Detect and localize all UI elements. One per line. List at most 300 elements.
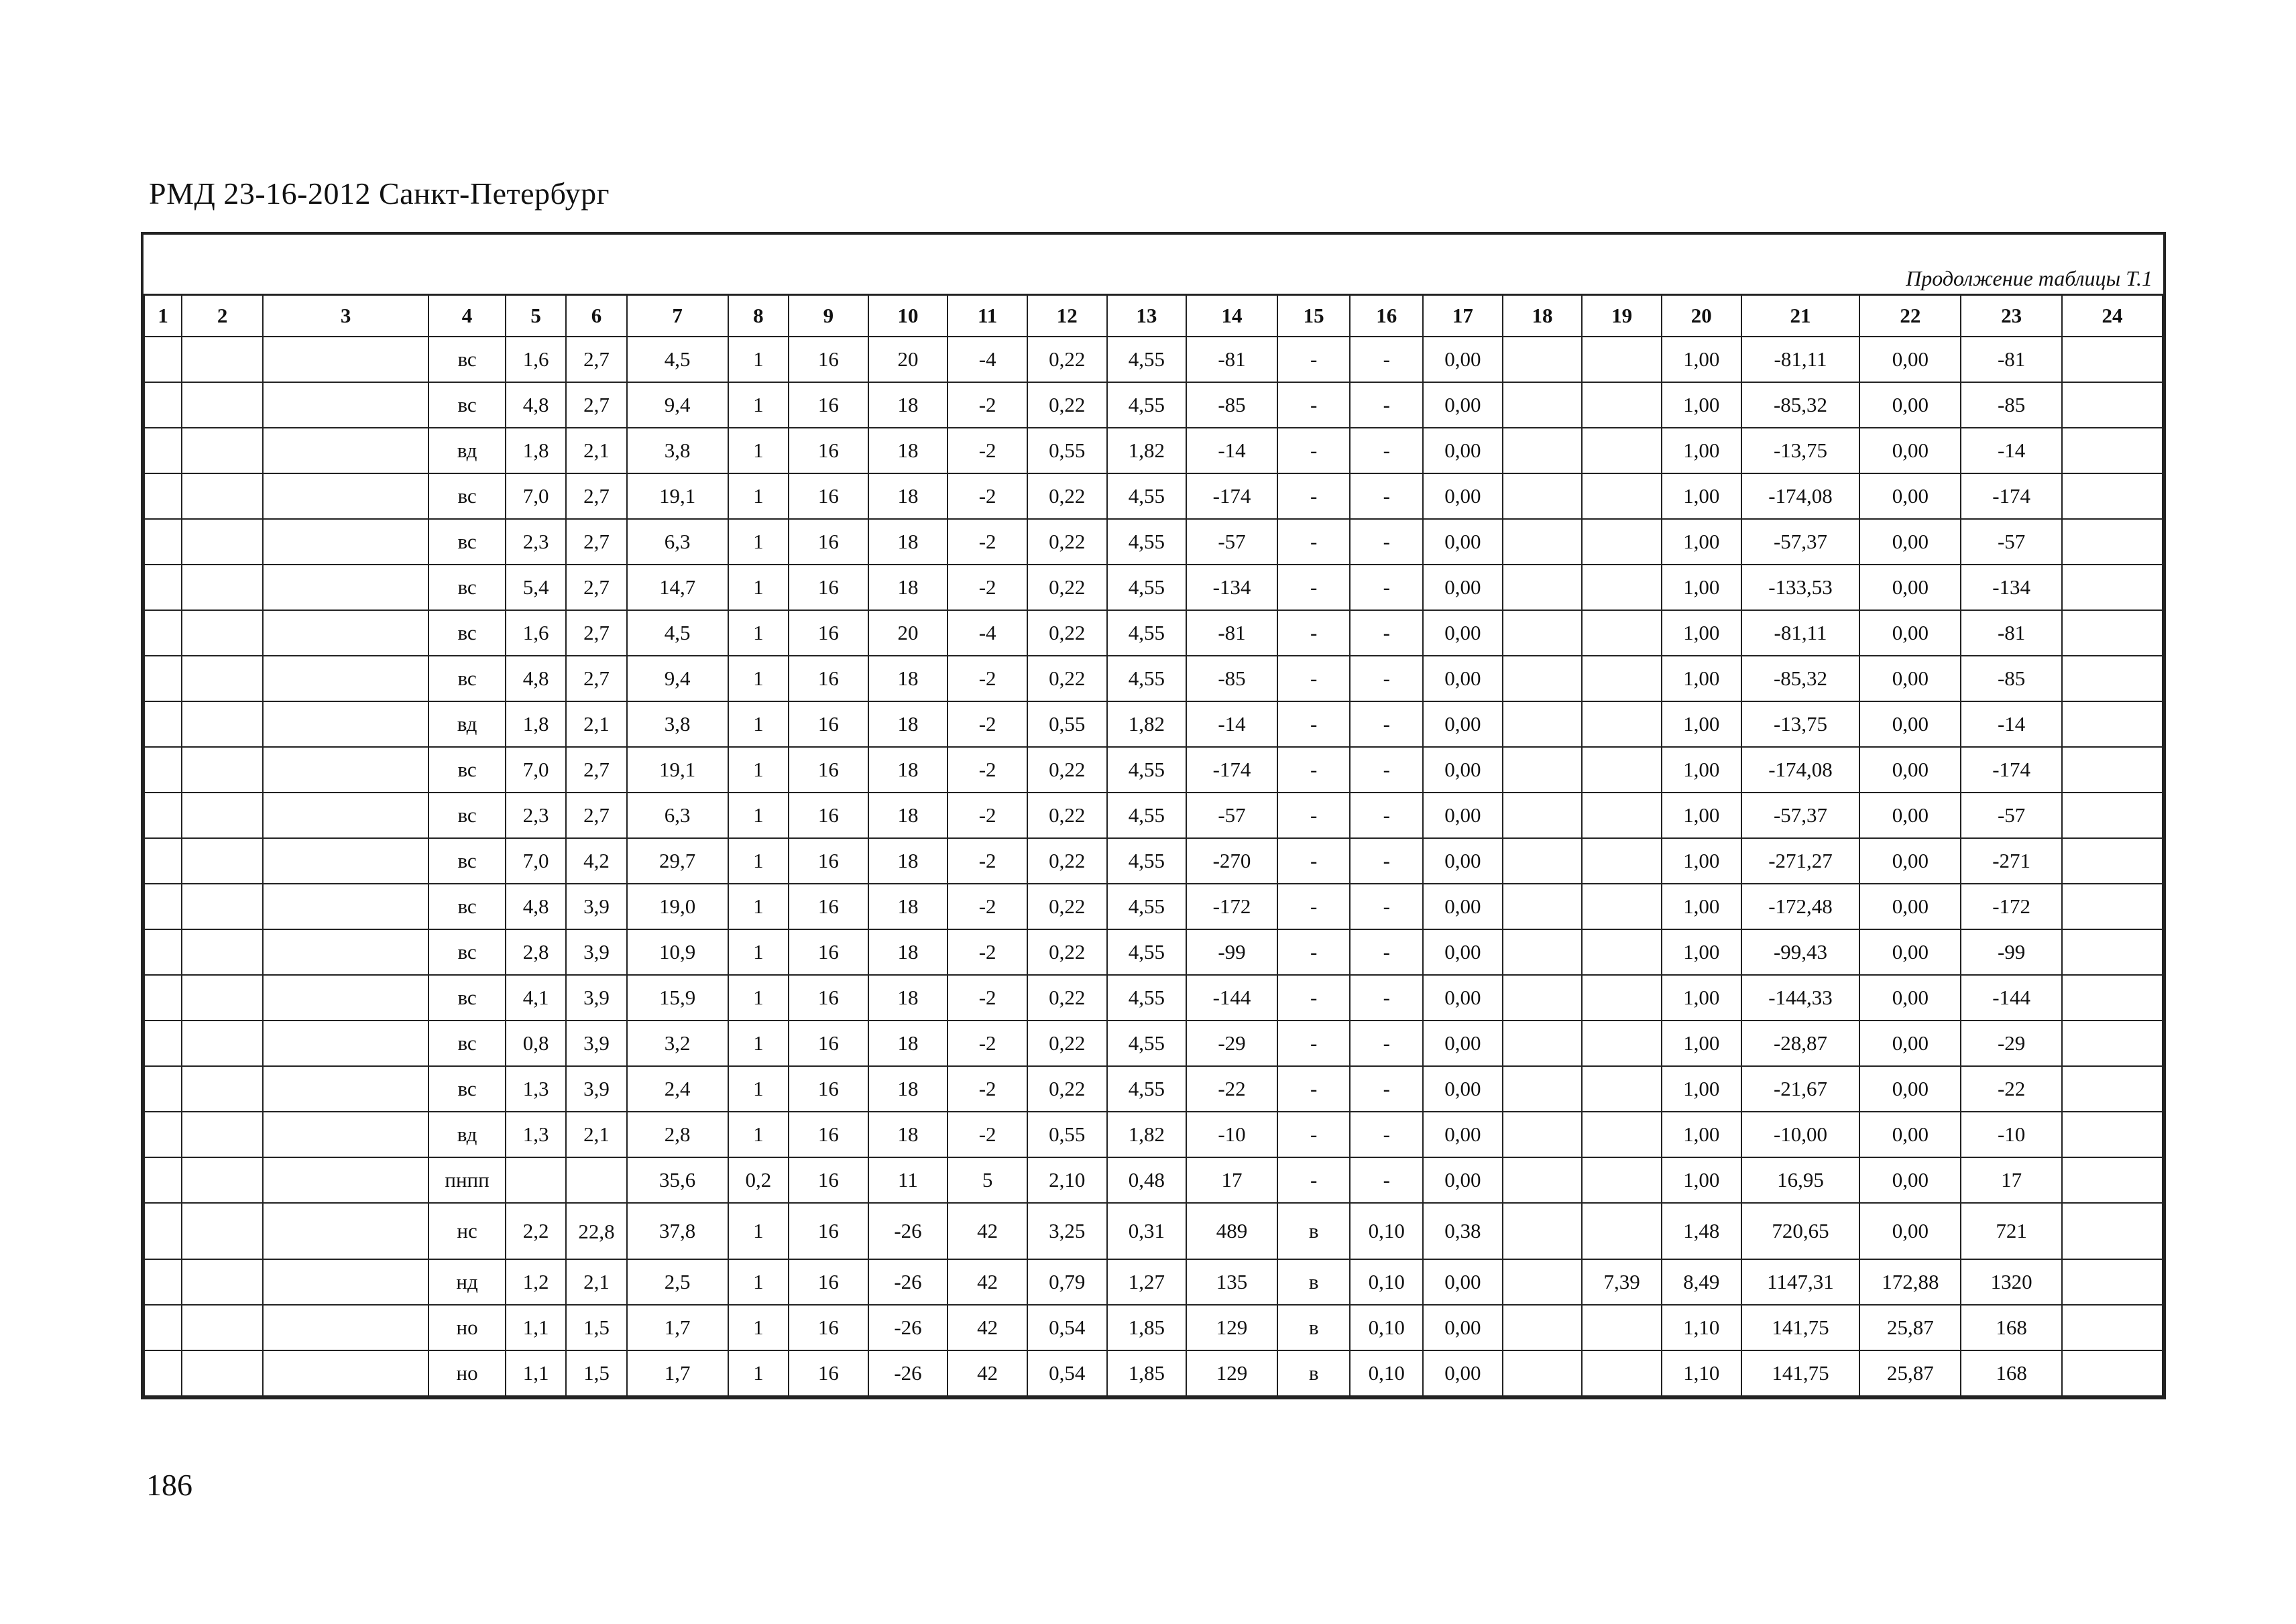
table-cell-col-7: 3,2 — [627, 1021, 728, 1066]
table-cell-col-17: 0,00 — [1423, 975, 1503, 1021]
table-cell-col-16: - — [1350, 747, 1423, 793]
table-cell-col-12: 0,22 — [1027, 929, 1107, 975]
table-cell-col-16: - — [1350, 1066, 1423, 1112]
table-cell-col-5: 5,4 — [506, 565, 566, 610]
table-cell-col-12: 0,22 — [1027, 884, 1107, 929]
table-cell-col-12: 0,22 — [1027, 382, 1107, 428]
table-cell-col-7: 29,7 — [627, 838, 728, 884]
table-cell-col-10: -26 — [868, 1259, 948, 1305]
table-cell-col-10: 18 — [868, 519, 948, 565]
table-cell-col-11: -2 — [948, 747, 1027, 793]
table-cell-col-17: 0,00 — [1423, 884, 1503, 929]
table-cell-col-19 — [1582, 1350, 1662, 1396]
table-cell-col-24 — [2062, 975, 2163, 1021]
table-cell-col-17: 0,00 — [1423, 337, 1503, 382]
table-cell-col-17: 0,00 — [1423, 428, 1503, 473]
table-cell-col-20: 1,00 — [1662, 610, 1741, 656]
table-cell-col-3 — [263, 701, 428, 747]
table-cell-col-2 — [182, 337, 263, 382]
table-cell-col-17: 0,00 — [1423, 701, 1503, 747]
column-header-18: 18 — [1503, 295, 1583, 337]
table-cell-col-8: 1 — [728, 428, 789, 473]
table-cell-col-5: 7,0 — [506, 747, 566, 793]
table-cell-col-12: 0,54 — [1027, 1350, 1107, 1396]
column-header-10: 10 — [868, 295, 948, 337]
table-cell-col-10: 18 — [868, 382, 948, 428]
table-cell-col-11: -2 — [948, 1066, 1027, 1112]
table-cell-col-15: - — [1277, 1112, 1351, 1157]
table-cell-col-11: -2 — [948, 519, 1027, 565]
table-cell-col-3 — [263, 1305, 428, 1350]
table-cell-col-12: 0,22 — [1027, 793, 1107, 838]
table-cell-col-8: 1 — [728, 473, 789, 519]
table-row — [144, 565, 2163, 610]
table-cell-col-12: 2,10 — [1027, 1157, 1107, 1203]
table-cell-col-24 — [2062, 1203, 2163, 1259]
table-cell-col-23: 721 — [1961, 1203, 2062, 1259]
table-cell-col-19 — [1582, 884, 1662, 929]
table-cell-col-20: 1,48 — [1662, 1203, 1741, 1259]
table-row — [144, 884, 2163, 929]
table-cell-col-3 — [263, 838, 428, 884]
table-row — [144, 701, 2163, 747]
table-cell-col-13: 4,55 — [1107, 1021, 1187, 1066]
table-row — [144, 975, 2163, 1021]
table-cell-col-14: 489 — [1186, 1203, 1277, 1259]
table-cell-col-13: 4,55 — [1107, 565, 1187, 610]
table-cell-col-24 — [2062, 1021, 2163, 1066]
column-header-13: 13 — [1107, 295, 1187, 337]
table-cell-col-8: 1 — [728, 656, 789, 701]
table-cell-col-8: 1 — [728, 1066, 789, 1112]
table-cell-col-14: -14 — [1186, 701, 1277, 747]
table-row — [144, 656, 2163, 701]
caption-row — [144, 235, 2163, 294]
table-cell-col-15: - — [1277, 1021, 1351, 1066]
table-cell-col-9: 16 — [789, 473, 868, 519]
table-cell-col-8: 1 — [728, 701, 789, 747]
table-cell-col-18 — [1503, 793, 1583, 838]
table-cell-col-18 — [1503, 519, 1583, 565]
table-cell-col-14: -270 — [1186, 838, 1277, 884]
table-cell-col-10: -26 — [868, 1203, 948, 1259]
table-cell-col-21: -13,75 — [1741, 701, 1860, 747]
table-cell-col-12: 0,22 — [1027, 1066, 1107, 1112]
table-row — [144, 337, 2163, 382]
table-cell-col-4: нс — [428, 1203, 506, 1259]
table-cell-col-9: 16 — [789, 428, 868, 473]
table-cell-col-11: -2 — [948, 1112, 1027, 1157]
table-cell-col-12: 0,22 — [1027, 838, 1107, 884]
table-cell-col-13: 4,55 — [1107, 1066, 1187, 1112]
table-cell-col-10: 18 — [868, 428, 948, 473]
table-cell-col-18 — [1503, 701, 1583, 747]
table-cell-col-23: 1320 — [1961, 1259, 2062, 1305]
table-cell-col-8: 1 — [728, 565, 789, 610]
table-cell-col-13: 4,55 — [1107, 929, 1187, 975]
column-header-19: 19 — [1582, 295, 1662, 337]
table-cell-col-19 — [1582, 1066, 1662, 1112]
table-cell-col-17: 0,00 — [1423, 610, 1503, 656]
table-cell-col-15: в — [1277, 1305, 1351, 1350]
table-cell-col-2 — [182, 1157, 263, 1203]
table-cell-col-9: 16 — [789, 656, 868, 701]
table-cell-col-13: 0,48 — [1107, 1157, 1187, 1203]
table-cell-col-8: 1 — [728, 884, 789, 929]
table-cell-col-18 — [1503, 610, 1583, 656]
table-cell-col-16: - — [1350, 701, 1423, 747]
table-cell-col-16: - — [1350, 565, 1423, 610]
table-cell-col-13: 1,27 — [1107, 1259, 1187, 1305]
table-cell-col-15: - — [1277, 929, 1351, 975]
table-cell-col-16: - — [1350, 793, 1423, 838]
table-cell-col-14: -57 — [1186, 793, 1277, 838]
table-cell-col-18 — [1503, 473, 1583, 519]
table-cell-col-18 — [1503, 1112, 1583, 1157]
table-cell-col-9: 16 — [789, 610, 868, 656]
table-cell-col-18 — [1503, 1021, 1583, 1066]
table-cell-col-12: 0,79 — [1027, 1259, 1107, 1305]
table-cell-col-17: 0,00 — [1423, 929, 1503, 975]
table-cell-col-16: - — [1350, 428, 1423, 473]
table-cell-col-5: 7,0 — [506, 473, 566, 519]
table-cell-col-4: вд — [428, 428, 506, 473]
table-cell-col-18 — [1503, 1203, 1583, 1259]
table-cell-col-19 — [1582, 1021, 1662, 1066]
table-cell-col-17: 0,00 — [1423, 793, 1503, 838]
table-cell-col-19 — [1582, 382, 1662, 428]
table-cell-col-2 — [182, 1066, 263, 1112]
table-cell-col-3 — [263, 793, 428, 838]
table-cell-col-9: 16 — [789, 565, 868, 610]
table-cell-col-18 — [1503, 1157, 1583, 1203]
table-cell-col-2 — [182, 1112, 263, 1157]
table-cell-col-18 — [1503, 656, 1583, 701]
table-cell-col-22: 0,00 — [1859, 884, 1961, 929]
table-cell-col-21: 720,65 — [1741, 1203, 1860, 1259]
table-cell-col-2 — [182, 610, 263, 656]
table-cell-col-5: 1,1 — [506, 1305, 566, 1350]
table-cell-col-8: 1 — [728, 1021, 789, 1066]
table-cell-col-9: 16 — [789, 337, 868, 382]
table-cell-col-23: -271 — [1961, 838, 2062, 884]
table-cell-col-2 — [182, 793, 263, 838]
table-cell-col-15: - — [1277, 1157, 1351, 1203]
table-cell-col-7: 3,8 — [627, 701, 728, 747]
table-cell-col-11: 42 — [948, 1259, 1027, 1305]
table-cell-col-16: 0,10 — [1350, 1259, 1423, 1305]
table-cell-col-20: 1,00 — [1662, 793, 1741, 838]
table-cell-col-1 — [144, 929, 182, 975]
table-caption: Продолжение таблицы Т.1 — [1906, 266, 2152, 290]
table-cell-col-2 — [182, 838, 263, 884]
table-cell-col-21: -271,27 — [1741, 838, 1860, 884]
table-cell-col-23: -174 — [1961, 747, 2062, 793]
table-cell-col-23: -22 — [1961, 1066, 2062, 1112]
table-cell-col-21: -13,75 — [1741, 428, 1860, 473]
table-cell-col-18 — [1503, 428, 1583, 473]
table-cell-col-6 — [566, 1157, 626, 1203]
table-cell-col-4: вс — [428, 656, 506, 701]
table-cell-col-11: -2 — [948, 929, 1027, 975]
table-cell-col-18 — [1503, 1066, 1583, 1112]
table-cell-col-15: - — [1277, 473, 1351, 519]
table-cell-col-16: - — [1350, 975, 1423, 1021]
table-cell-col-21: -133,53 — [1741, 565, 1860, 610]
table-cell-col-9: 16 — [789, 1305, 868, 1350]
table-cell-col-14: -14 — [1186, 428, 1277, 473]
table-cell-col-9: 16 — [789, 1203, 868, 1259]
table-cell-col-8: 1 — [728, 1112, 789, 1157]
table-cell-col-13: 4,55 — [1107, 337, 1187, 382]
table-cell-col-20: 1,00 — [1662, 519, 1741, 565]
table-cell-col-22: 0,00 — [1859, 1021, 1961, 1066]
table-cell-col-20: 1,00 — [1662, 337, 1741, 382]
table-cell-col-5: 2,8 — [506, 929, 566, 975]
table-cell-col-2 — [182, 701, 263, 747]
table-cell-col-6: 2,7 — [566, 519, 626, 565]
table-cell-col-17: 0,00 — [1423, 565, 1503, 610]
table-cell-col-2 — [182, 565, 263, 610]
table-cell-col-13: 1,85 — [1107, 1305, 1187, 1350]
table-cell-col-18 — [1503, 884, 1583, 929]
table-cell-col-19 — [1582, 519, 1662, 565]
table-cell-col-2 — [182, 519, 263, 565]
table-cell-col-19 — [1582, 929, 1662, 975]
column-header-11: 11 — [948, 295, 1027, 337]
table-cell-col-16: 0,10 — [1350, 1350, 1423, 1396]
table-cell-col-21: 141,75 — [1741, 1350, 1860, 1396]
table-cell-col-21: -81,11 — [1741, 610, 1860, 656]
table-cell-col-4: вс — [428, 1066, 506, 1112]
table-cell-col-4: вс — [428, 747, 506, 793]
table-cell-col-21: -28,87 — [1741, 1021, 1860, 1066]
table-cell-col-1 — [144, 428, 182, 473]
table-cell-col-2 — [182, 975, 263, 1021]
table-cell-col-11: -4 — [948, 610, 1027, 656]
table-cell-col-16: - — [1350, 884, 1423, 929]
table-cell-col-1 — [144, 1157, 182, 1203]
table-cell-col-2 — [182, 656, 263, 701]
table-cell-col-14: -144 — [1186, 975, 1277, 1021]
table-cell-col-24 — [2062, 428, 2163, 473]
table-cell-col-18 — [1503, 1259, 1583, 1305]
table-cell-col-17: 0,00 — [1423, 382, 1503, 428]
table-cell-col-15: - — [1277, 565, 1351, 610]
table-cell-col-14: 135 — [1186, 1259, 1277, 1305]
table-cell-col-5: 1,2 — [506, 1259, 566, 1305]
table-cell-col-10: 18 — [868, 1112, 948, 1157]
table-cell-col-20: 1,00 — [1662, 1112, 1741, 1157]
table-cell-col-17: 0,38 — [1423, 1203, 1503, 1259]
table-cell-col-14: -57 — [1186, 519, 1277, 565]
table-cell-col-7: 4,5 — [627, 610, 728, 656]
table-cell-col-12: 0,22 — [1027, 519, 1107, 565]
table-cell-col-1 — [144, 701, 182, 747]
table-cell-col-19 — [1582, 1305, 1662, 1350]
table-cell-col-20: 1,00 — [1662, 565, 1741, 610]
table-cell-col-13: 4,55 — [1107, 382, 1187, 428]
table-cell-col-7: 1,7 — [627, 1350, 728, 1396]
column-header-7: 7 — [627, 295, 728, 337]
table-cell-col-8: 1 — [728, 1305, 789, 1350]
table-cell-col-24 — [2062, 838, 2163, 884]
table-cell-col-1 — [144, 1112, 182, 1157]
table-cell-col-9: 16 — [789, 975, 868, 1021]
column-header-3: 3 — [263, 295, 428, 337]
table-cell-col-10: 18 — [868, 929, 948, 975]
table-row — [144, 1021, 2163, 1066]
table-cell-col-1 — [144, 337, 182, 382]
table-row — [144, 473, 2163, 519]
table-cell-col-3 — [263, 382, 428, 428]
table-cell-col-15: - — [1277, 382, 1351, 428]
table-cell-col-19 — [1582, 747, 1662, 793]
table-cell-col-14: -174 — [1186, 747, 1277, 793]
table-cell-col-24 — [2062, 337, 2163, 382]
table-cell-col-21: -57,37 — [1741, 793, 1860, 838]
table-cell-col-1 — [144, 747, 182, 793]
table-cell-col-21: 141,75 — [1741, 1305, 1860, 1350]
table-frame — [141, 232, 2166, 1399]
table-cell-col-10: 18 — [868, 701, 948, 747]
table-cell-col-21: -85,32 — [1741, 656, 1860, 701]
table-cell-col-1 — [144, 1259, 182, 1305]
table-cell-col-23: -57 — [1961, 519, 2062, 565]
table-cell-col-19 — [1582, 1203, 1662, 1259]
table-cell-col-6: 2,7 — [566, 565, 626, 610]
table-cell-col-6: 2,1 — [566, 1259, 626, 1305]
table-cell-col-6: 3,9 — [566, 1066, 626, 1112]
table-cell-col-3 — [263, 1066, 428, 1112]
column-header-15: 15 — [1277, 295, 1351, 337]
table-cell-col-10: 18 — [868, 1021, 948, 1066]
table-cell-col-16: - — [1350, 929, 1423, 975]
table-cell-col-9: 16 — [789, 701, 868, 747]
table-cell-col-22: 0,00 — [1859, 1203, 1961, 1259]
table-cell-col-5: 2,3 — [506, 793, 566, 838]
table-cell-col-15: в — [1277, 1259, 1351, 1305]
table-cell-col-20: 1,00 — [1662, 701, 1741, 747]
table-row — [144, 747, 2163, 793]
table-cell-col-11: -4 — [948, 337, 1027, 382]
table-cell-col-6: 2,7 — [566, 747, 626, 793]
table-cell-col-6: 2,7 — [566, 382, 626, 428]
table-row — [144, 428, 2163, 473]
table-cell-col-24 — [2062, 656, 2163, 701]
table-cell-col-3 — [263, 565, 428, 610]
table-cell-col-22: 0,00 — [1859, 793, 1961, 838]
table-cell-col-23: -85 — [1961, 656, 2062, 701]
table-cell-col-3 — [263, 884, 428, 929]
table-cell-col-8: 1 — [728, 838, 789, 884]
table-cell-col-4: но — [428, 1305, 506, 1350]
table-cell-col-23: -14 — [1961, 701, 2062, 747]
table-cell-col-11: -2 — [948, 656, 1027, 701]
table-cell-col-1 — [144, 382, 182, 428]
table-cell-col-8: 1 — [728, 337, 789, 382]
table-cell-col-18 — [1503, 975, 1583, 1021]
table-cell-col-22: 0,00 — [1859, 565, 1961, 610]
table-cell-col-18 — [1503, 1350, 1583, 1396]
table-cell-col-20: 1,00 — [1662, 1066, 1741, 1112]
table-cell-col-18 — [1503, 1305, 1583, 1350]
table-cell-col-22: 25,87 — [1859, 1305, 1961, 1350]
table-cell-col-14: -99 — [1186, 929, 1277, 975]
table-cell-col-14: -22 — [1186, 1066, 1277, 1112]
table-row — [144, 1157, 2163, 1203]
table-cell-col-21: -99,43 — [1741, 929, 1860, 975]
table-cell-col-20: 1,00 — [1662, 656, 1741, 701]
table-cell-col-6: 1,5 — [566, 1305, 626, 1350]
table-cell-col-6: 3,9 — [566, 1021, 626, 1066]
table-cell-col-5: 1,3 — [506, 1066, 566, 1112]
table-cell-col-3 — [263, 1112, 428, 1157]
table-cell-col-2 — [182, 382, 263, 428]
table-cell-col-2 — [182, 1350, 263, 1396]
table-cell-col-1 — [144, 1305, 182, 1350]
table-cell-col-22: 0,00 — [1859, 473, 1961, 519]
table-cell-col-23: -81 — [1961, 337, 2062, 382]
table-cell-col-7: 4,5 — [627, 337, 728, 382]
table-cell-col-5: 4,1 — [506, 975, 566, 1021]
table-cell-col-16: 0,10 — [1350, 1203, 1423, 1259]
table-cell-col-7: 19,0 — [627, 884, 728, 929]
table-cell-col-17: 0,00 — [1423, 1066, 1503, 1112]
table-row — [144, 793, 2163, 838]
table-cell-col-21: -172,48 — [1741, 884, 1860, 929]
table-cell-col-17: 0,00 — [1423, 1021, 1503, 1066]
table-cell-col-24 — [2062, 701, 2163, 747]
table-cell-col-16: - — [1350, 838, 1423, 884]
table-cell-col-23: -134 — [1961, 565, 2062, 610]
table-cell-col-8: 1 — [728, 610, 789, 656]
table-cell-col-20: 1,00 — [1662, 382, 1741, 428]
table-cell-col-22: 0,00 — [1859, 747, 1961, 793]
table-cell-col-18 — [1503, 337, 1583, 382]
table-cell-col-24 — [2062, 1350, 2163, 1396]
table-cell-col-21: -174,08 — [1741, 473, 1860, 519]
table-cell-col-2 — [182, 428, 263, 473]
table-cell-col-12: 0,22 — [1027, 565, 1107, 610]
table-cell-col-24 — [2062, 1112, 2163, 1157]
table-cell-col-21: -10,00 — [1741, 1112, 1860, 1157]
table-cell-col-20: 1,00 — [1662, 975, 1741, 1021]
column-header-23: 23 — [1961, 295, 2062, 337]
table-cell-col-10: 20 — [868, 337, 948, 382]
table-row — [144, 1305, 2163, 1350]
table-cell-col-8: 0,2 — [728, 1157, 789, 1203]
table-cell-col-14: 129 — [1186, 1350, 1277, 1396]
table-cell-col-16: - — [1350, 1157, 1423, 1203]
table-cell-col-23: -10 — [1961, 1112, 2062, 1157]
table-cell-col-21: -57,37 — [1741, 519, 1860, 565]
table-cell-col-4: вс — [428, 838, 506, 884]
table-cell-col-9: 16 — [789, 519, 868, 565]
table-cell-col-3 — [263, 975, 428, 1021]
table-cell-col-5: 1,8 — [506, 701, 566, 747]
table-cell-col-2 — [182, 1305, 263, 1350]
table-cell-col-15: - — [1277, 428, 1351, 473]
table-cell-col-12: 0,22 — [1027, 337, 1107, 382]
table-cell-col-20: 1,10 — [1662, 1305, 1741, 1350]
table-cell-col-6: 1,5 — [566, 1350, 626, 1396]
table-cell-col-6: 2,7 — [566, 656, 626, 701]
table-cell-col-11: -2 — [948, 473, 1027, 519]
table-cell-col-22: 0,00 — [1859, 1157, 1961, 1203]
table-cell-col-23: -172 — [1961, 884, 2062, 929]
table-cell-col-6: 3,9 — [566, 975, 626, 1021]
